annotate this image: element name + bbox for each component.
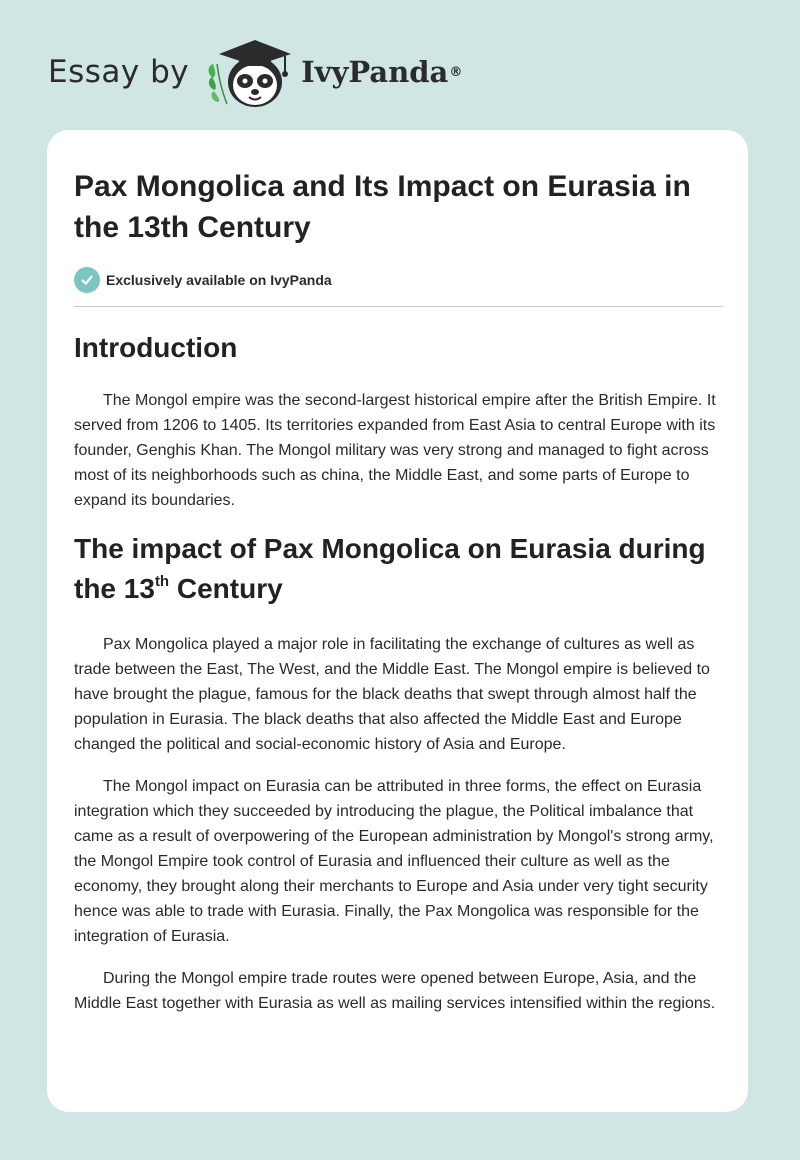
divider [74, 306, 723, 307]
essay-card [47, 130, 748, 1112]
heading-superscript: th [154, 572, 170, 590]
section-heading-introduction: Introduction [74, 332, 238, 363]
brand-name: IvyPanda [301, 55, 449, 89]
registered-mark: ® [449, 64, 463, 80]
paragraph: The Mongol empire was the second-largest historical empire after the British Empire. It served from 1206 to 1405. Its territories expanded from East Asia to central Europe with its founder, Genghis Khan. The Mongol military was very strong and managed to fight across most of its neighborhoods such as china, the Middle East, and some parts of Europe to expand its boundaries. [74, 392, 716, 509]
heading-text: The impact of Pax Mongolica on Eurasia during the 13 [74, 533, 706, 604]
section-heading-impact [74, 529, 724, 609]
essay-content [74, 166, 724, 1016]
brand-prefix: Essay by [48, 54, 190, 90]
heading-tail: Century [169, 573, 283, 604]
exclusive-label: Exclusively available on IvyPanda [106, 272, 332, 288]
paragraph: During the Mongol empire trade routes were opened between Europe, Asia, and the Middle East together with Eurasia as well as mailing services intensified within the regions. [74, 970, 716, 1012]
essay-title: Pax Mongolica and Its Impact on Eurasia in the 13th Century [74, 170, 691, 244]
brand-header [48, 34, 462, 110]
check-icon [74, 267, 100, 293]
exclusive-badge [74, 266, 724, 294]
panda-graduation-cap-logo-icon [205, 34, 297, 110]
paragraph: Pax Mongolica played a major role in facilitating the exchange of cultures as well as trade between the East, The West, and the Middle East. The Mongol empire is believed to have brought the plague, famous for the black deaths that swept through almost half the population in Eurasia. The black deaths that also affected the Middle East and Europe changed the political and social-economic history of Asia and Europe. [74, 636, 710, 753]
paragraph: The Mongol impact on Eurasia can be attributed in three forms, the effect on Eurasia integration which they succeeded by introducing the plague, the Political imbalance that came as a result of overpowering of the European administration by Mongol's strong army, the Mongol Empire took control of Eurasia and influenced their culture as well as the economy, they brought along their merchants to Europe and Asia under very tight security hence was able to trade with Eurasia. Finally, the Pax Mongolica was responsible for the integration of Eurasia. [74, 778, 714, 945]
